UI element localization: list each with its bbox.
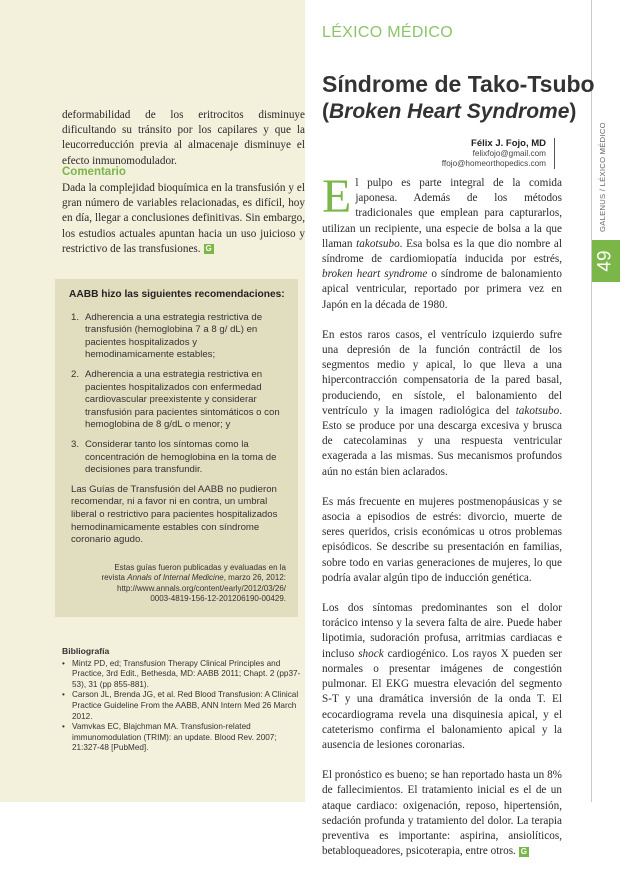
bullet-icon: • bbox=[62, 722, 65, 732]
author-block bbox=[442, 138, 555, 169]
journal-name: Annals of Internal Medicine bbox=[127, 573, 224, 583]
text-run: . Esa bolsa es la que dio nombre al síndrome de cardiomiopatía inducida por estrés, bbox=[322, 237, 562, 266]
comentario-heading: Comentario bbox=[62, 166, 126, 178]
recommendation-text: Considerar tanto los síntomas como la concentración de hemoglobina en la toma de decisiones para transfundir. bbox=[85, 438, 277, 476]
recommendation-item bbox=[65, 369, 290, 432]
page-number bbox=[592, 240, 620, 282]
galenus-end-badge: G bbox=[205, 244, 212, 254]
recommendation-text: Adherencia a una estrategia restrictiva en pacientes hospitalizados con enfermedad cardiovascular preexistente y considerar transfusión para pacientes sintomáticos o con hemoglobina de 8 g/dL o menor; y bbox=[85, 368, 280, 431]
author-name: Félix J. Fojo, MD bbox=[471, 138, 546, 149]
recommendation-number: 1. bbox=[71, 311, 80, 323]
italic-term: broken heart syndrome bbox=[322, 268, 428, 281]
bibliography-text: Vamvkas EC, Blajchman MA. Transfusion-related immunomodulation (TRIM): an update. Blood Rev. 2007; 21:327-48 [PubMed]. bbox=[72, 722, 277, 753]
bibliography-item bbox=[62, 659, 302, 691]
bullet-icon: • bbox=[62, 658, 65, 668]
recommendation-item bbox=[65, 439, 290, 477]
italic-term: takotsubo bbox=[356, 237, 400, 250]
source-url-line: http://www.annals.org/content/early/2012/03/26/ bbox=[117, 583, 286, 593]
author-email: ffojo@homeorthopedics.com bbox=[441, 159, 546, 168]
source-suffix: , marzo 26, 2012: bbox=[223, 573, 286, 583]
text-run: Los dos síntomas predominantes son el dolor torácico intenso y la severa falta de aire. Puede haber lipotimia, sudoración profusa, arritmias cardiacas e incluso bbox=[322, 602, 562, 660]
article-paragraph bbox=[322, 328, 562, 480]
article-paragraph bbox=[322, 170, 562, 313]
recommendations-source bbox=[65, 563, 290, 605]
recommendations-title: AABB hizo las siguientes recomendaciones: bbox=[69, 289, 285, 300]
article-subtitle: (Broken Heart Syndrome) bbox=[322, 100, 577, 123]
source-prefix: revista bbox=[101, 573, 128, 583]
section-label: LÉXICO MÉDICO bbox=[322, 24, 454, 41]
text-run: l pulpo es parte integral de la comida japonesa. Además de los métodos tradicionales que emplean para capturarlos, utilizan un recipiente, una especie de bolsa a la que llaman bbox=[322, 177, 562, 250]
running-head: GALENUS / LÉXICO MÉDICO bbox=[598, 122, 607, 232]
comentario-text: Dada la complejidad bioquímica en la transfusión y el gran número de variables relacionadas, es difícil, hoy en día, llegar a conclusiones definitivas. Sin embargo, los estudios actuales apuntan hacia un uso juicioso y restrictivo de las transfusiones. bbox=[62, 182, 305, 255]
article-paragraph bbox=[322, 768, 562, 859]
galenus-end-badge: G bbox=[520, 846, 527, 856]
right-margin-strip bbox=[591, 0, 620, 802]
recommendation-text: Adherencia a una estrategia restrictiva de transfusión (hemoglobina 7 a 8 g/ dL) en pacientes hospitalizados y hemodinamicamente estables; bbox=[85, 311, 263, 361]
text-run: El pronóstico es bueno; se han reportado hasta un 8% de fallecimientos. El tratamiento inicial es el de un ataque cardiaco: oxigenación, reposo, hipertensión, sedación profunda y tratamiento del dolor. La terapia preventiva es importante: aspirina, ansiolíticos, betabloqueadores, psicoterapia, entre otros. bbox=[322, 769, 562, 858]
source-line bbox=[65, 573, 286, 583]
article-body bbox=[322, 170, 562, 874]
article-title: Síndrome de Tako-Tsubo bbox=[322, 71, 595, 97]
bibliography bbox=[62, 646, 302, 754]
italic-term: takotsubo bbox=[515, 404, 560, 417]
author-email: felixfojo@gmail.com bbox=[472, 149, 546, 158]
article-paragraph: Es más frecuente en mujeres postmenopáusicas y se asocia a episodios de estrés: divorcio, muerte de seres queridos, crisis económicas u otros problemas episódicos. Se describe su presentación en familias, sobre todo en varias generaciones de mujeres, lo que podría avalar algún tipo de inducción genética. bbox=[322, 495, 562, 584]
page-number-text: 49 bbox=[594, 250, 616, 272]
bibliography-item bbox=[62, 722, 302, 754]
recommendations-box bbox=[55, 279, 298, 617]
text-run: En estos raros casos, el ventrículo izquierdo sufre una depresión de la función contráctil de los segmentos medio y apical, lo que lleva a una hipercontracción compensatoria de la pared basal, produciendo, en sístole, el balonamiento del ventrículo y la imagen radiológica del bbox=[322, 328, 562, 417]
article-paragraph bbox=[322, 601, 562, 753]
text-run: . Esto se produce por una descarga excesiva y brusca de catecolaminas y una respuesta ventricular exagerada a las mismas. Sus mecanismos profundos aún no están bien aclarados. bbox=[322, 404, 562, 478]
bibliography-item bbox=[62, 690, 302, 722]
intro-paragraph: deformabilidad de los eritrocitos disminuye dificultando su tránsito por los capilares y que la leucorreducción previa al almacenaje disminuye el efecto inmunomodulador. bbox=[62, 109, 305, 167]
source-line: Estas guías fueron publicadas y evaluadas en la bbox=[114, 562, 286, 572]
italic-term: shock bbox=[358, 647, 384, 660]
source-url-line: 0003-4819-156-12-201206190-00429. bbox=[150, 593, 286, 603]
recommendation-number: 2. bbox=[71, 368, 80, 380]
bibliography-title: Bibliografía bbox=[62, 646, 110, 656]
subtitle-text: Broken Heart Syndrome bbox=[329, 100, 570, 123]
recommendation-number: 3. bbox=[71, 438, 80, 450]
text-run: o síndrome de balonamiento apical ventricular, reportado por primera vez en Japón en la década de 1980. bbox=[322, 268, 562, 311]
bullet-icon: • bbox=[62, 690, 65, 700]
text-run: cardiogénico. Los rayos X pueden ser normales o presentar imágenes de congestión pulmonar. El EKG muestra elevación del segmento S-T y una dramática inversión de la onda T. El ecocardiograma revela una disquinesia apical, y el cateterismo confirma el balonamiento apical y la ausencia de lesiones coronarias. bbox=[322, 647, 562, 751]
recommendations-note: Las Guías de Transfusión del AABB no pudieron recomendar, ni a favor ni en contra, un umbral liberal o restrictivo para pacientes hospitalizados hemodinamicamente estables con síndrome coronario agudo. bbox=[71, 483, 278, 546]
comentario-paragraph bbox=[62, 181, 305, 257]
recommendation-item bbox=[65, 312, 290, 362]
bibliography-text: Carson JL, Brenda JG, et al. Red Blood Transfusion: A Clinical Practice Guideline From the AABB, ANN Intern Med 26 March 2012. bbox=[72, 690, 299, 721]
bibliography-text: Mintz PD, ed; Transfusion Therapy Clinical Principles and Practice, 3rd Edit., Bethesda, MD: AABB 2011; Chapt. 2 (pp37-53), 31 (pp 855-881). bbox=[72, 658, 301, 689]
drop-cap: E bbox=[322, 170, 352, 223]
